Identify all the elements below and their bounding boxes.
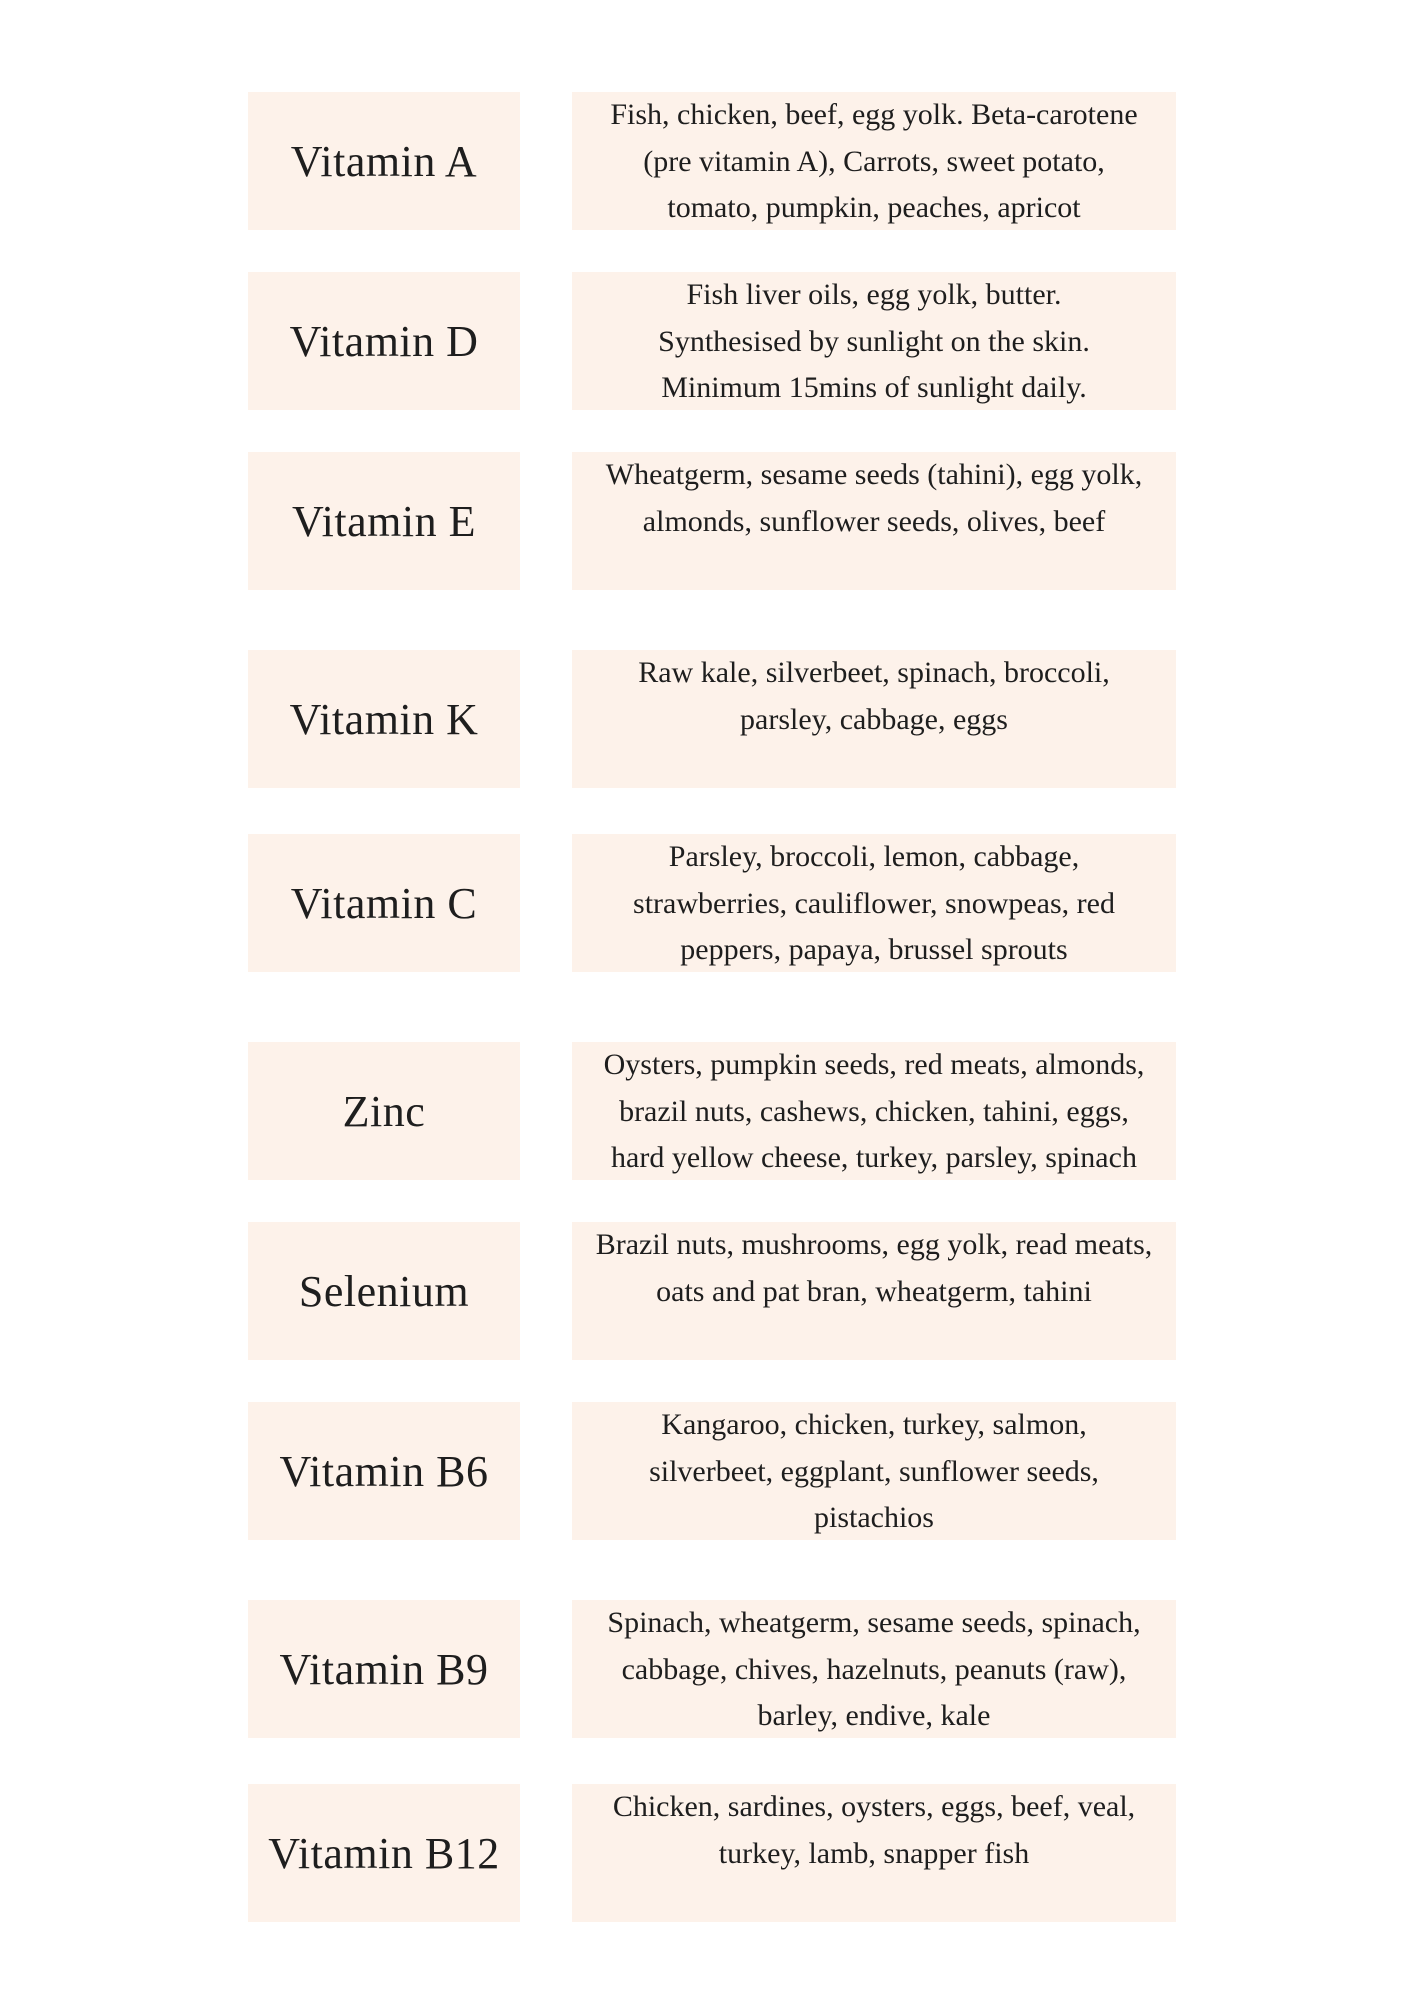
nutrient-name: Vitamin B12 <box>268 1828 500 1878</box>
nutrient-row-vitamin-c <box>0 834 1414 972</box>
nutrient-name: Vitamin A <box>290 136 478 186</box>
nutrient-name: Vitamin D <box>289 316 479 366</box>
nutrient-row-zinc <box>0 1042 1414 1180</box>
nutrient-name: Vitamin B6 <box>279 1446 489 1496</box>
nutrient-row-vitamin-k <box>0 650 1414 788</box>
food-sources-box <box>572 1402 1176 1540</box>
food-sources-box <box>572 272 1176 410</box>
food-sources-box <box>572 650 1176 788</box>
nutrient-row-vitamin-b12 <box>0 1784 1414 1922</box>
food-sources-text: Parsley, broccoli, lemon, cabbage, strawberries, cauliflower, snowpeas, red peppers, papaya, brussel sprouts <box>633 840 1115 966</box>
nutrient-label-box <box>248 1784 520 1922</box>
food-sources-text: Raw kale, silverbeet, spinach, broccoli, parsley, cabbage, eggs <box>638 656 1110 736</box>
nutrient-row-vitamin-b6 <box>0 1402 1414 1540</box>
food-sources-text: Oysters, pumpkin seeds, red meats, almonds, brazil nuts, cashews, chicken, tahini, eggs, hard yellow cheese, turkey, parsley, spinach <box>603 1048 1145 1174</box>
nutrient-label-box <box>248 92 520 230</box>
nutrient-name: Vitamin K <box>289 694 479 744</box>
nutrient-row-vitamin-d <box>0 272 1414 410</box>
nutrient-row-vitamin-a <box>0 92 1414 230</box>
food-sources-text: Spinach, wheatgerm, sesame seeds, spinach, cabbage, chives, hazelnuts, peanuts (raw), barley, endive, kale <box>607 1606 1141 1732</box>
nutrient-label-box <box>248 272 520 410</box>
food-sources-box <box>572 1222 1176 1360</box>
food-sources-box <box>572 1600 1176 1738</box>
nutrient-name: Selenium <box>298 1266 470 1316</box>
food-sources-box <box>572 1042 1176 1180</box>
nutrient-name: Zinc <box>342 1086 426 1136</box>
food-sources-box <box>572 92 1176 230</box>
food-sources-text: Brazil nuts, mushrooms, egg yolk, read meats, oats and pat bran, wheatgerm, tahini <box>595 1228 1153 1308</box>
nutrient-label-box <box>248 1222 520 1360</box>
nutrient-name: Vitamin E <box>292 496 476 546</box>
nutrient-label-box <box>248 834 520 972</box>
nutrient-label-box <box>248 1042 520 1180</box>
nutrient-row-vitamin-b9 <box>0 1600 1414 1738</box>
food-sources-text: Wheatgerm, sesame seeds (tahini), egg yolk, almonds, sunflower seeds, olives, beef <box>605 458 1143 538</box>
nutrient-name: Vitamin B9 <box>279 1644 489 1694</box>
food-sources-text: Fish liver oils, egg yolk, butter. Synthesised by sunlight on the skin. Minimum 15mins of sunlight daily. <box>658 278 1090 404</box>
nutrient-label-box <box>248 1600 520 1738</box>
nutrient-label-box <box>248 1402 520 1540</box>
nutrient-label-box <box>248 650 520 788</box>
nutrient-row-vitamin-e <box>0 452 1414 590</box>
food-sources-text: Fish, chicken, beef, egg yolk. Beta-carotene (pre vitamin A), Carrots, sweet potato, tomato, pumpkin, peaches, apricot <box>610 98 1138 224</box>
food-sources-box <box>572 452 1176 590</box>
nutrient-name: Vitamin C <box>290 878 478 928</box>
food-sources-box <box>572 834 1176 972</box>
food-sources-text: Kangaroo, chicken, turkey, salmon, silverbeet, eggplant, sunflower seeds, pistachios <box>649 1408 1099 1534</box>
nutrient-label-box <box>248 452 520 590</box>
nutrient-row-selenium <box>0 1222 1414 1360</box>
food-sources-text: Chicken, sardines, oysters, eggs, beef, veal, turkey, lamb, snapper fish <box>612 1790 1136 1870</box>
food-sources-box <box>572 1784 1176 1922</box>
